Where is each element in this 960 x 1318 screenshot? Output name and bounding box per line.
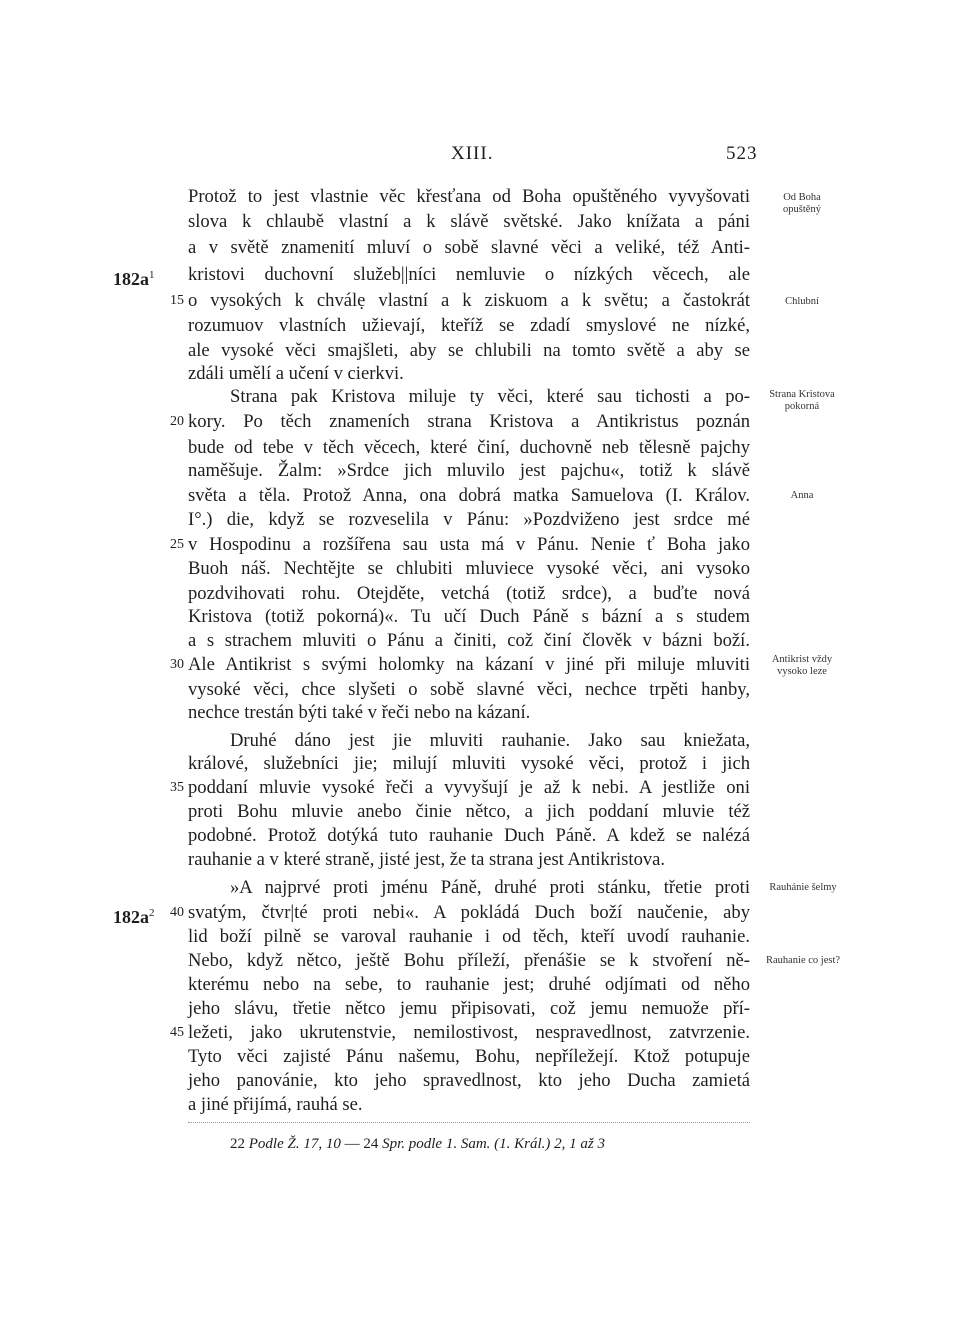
text-line: lid boží pilně se varoval rauhanie i od těch, kteří uvodí rauhanie. [188, 926, 750, 947]
text-line: Ale Antikrist s svými holomky na kázaní v jiné při miluje mluviti [188, 654, 750, 675]
line-number: 45 [170, 1025, 184, 1040]
text-line: proti Bohu mluvie anebo činie nětco, a jich poddaní mluvie též [188, 801, 750, 822]
page-number: 523 [726, 143, 758, 164]
text-line: vysoké věci, chce slyšeti o sobě slavné věci, nechce trpěti hanby, [188, 679, 750, 700]
chapter-heading: XIII. [451, 143, 494, 164]
text-line: a jiné přijímá, rauhá se. [188, 1094, 363, 1115]
text-line: jeho slávu, třetie nětco jemu připisovati, což jemu nemuože pří- [188, 998, 750, 1019]
line-number: 40 [170, 905, 184, 920]
text-line: Kristova (totiž pokorná)«. Tu učí Duch Páně s bázní a s studem [188, 606, 750, 627]
text-line: rozumuov vlastních užievají, kteříž se zdadí smyslové ne nízké, [188, 315, 750, 336]
text-line: nechce trestán býti také v řeči nebo na kázaní. [188, 702, 531, 723]
text-line: Protož to jest vlastnie věc křesťana od Boha opuštěného vyvyšovati [188, 186, 750, 207]
margin-note: Od Boha opuštěný [783, 192, 821, 215]
text-line: I°.) die, když se rozveselila v Pánu: »Pozdviženo jest srdce mé [188, 509, 750, 530]
line-number: 35 [170, 780, 184, 795]
margin-note: Rauhánie šelmy [769, 882, 837, 893]
text-line: a s strachem mluviti o Pánu a činiti, což činí člověk v bázni boží. [188, 630, 750, 651]
text-line: ležeti, jako ukrutenstvie, nemilostivost, nespravedlnost, zatvrzenie. [188, 1022, 750, 1043]
footnote-rule [188, 1122, 750, 1123]
text-line: Nebo, když nětco, ještě Bohu příleží, přenášie se k stvoření ně- [188, 950, 750, 971]
margin-note: Strana Kristova pokorná [769, 389, 835, 412]
text-line: kristovi duchovní služeb||níci nemluvie o nízkých věcech, ale [188, 264, 750, 285]
text-line: kterému nebo na sebe, to rauhanie jest; druhé odjímati od něho [188, 974, 750, 995]
text-line: Tyto věci zajisté Pánu našemu, Bohu, nepříležejí. Ktož potupuje [188, 1046, 750, 1067]
text-line: v Hospodinu a rozšířena sau usta má v Pánu. Nenie ť Boha jako [188, 534, 750, 555]
text-line: zdáli umělí a učení v cierkvi. [188, 363, 404, 384]
folio-mark: $182a^2$ [113, 907, 155, 927]
margin-note: Anna [790, 490, 814, 501]
margin-note: Antikrist vždy vysoko leze [771, 654, 833, 677]
text-line: poddaní mluvie vysoké řeči a vyvyšují je až k nebi. A jestliže oni [188, 777, 750, 798]
text-line: o vysokých k chválẹ vlastní a k ziskuom a k světu; a častokrát [188, 290, 750, 311]
folio-mark: $182a^1$ [113, 269, 155, 289]
text-line: jeho panovánie, kto jeho spravedlnost, kto jeho Ducha zamietá [188, 1070, 750, 1091]
text-line: »A najprvé proti jménu Páně, druhé proti stánku, třetie proti [230, 877, 750, 898]
text-line: Buoh náš. Nechtějte se chlubiti mluviece vysoké věci, ani vysoko [188, 558, 750, 579]
text-line: ale vysoké věci smajšleti, aby se chlubili na tomto světě a aby se [188, 340, 750, 361]
line-number: 25 [170, 537, 184, 552]
text-line: a v světě znamenití mluví o sobě slavné věci a veliké, též Anti- [188, 237, 750, 258]
text-line: rauhanie a v které straně, jisté jest, že ta strana jest Antikristova. [188, 849, 666, 870]
text-line: světa a těla. Protož Anna, ona dobrá matka Samuelova (I. Králov. [188, 485, 750, 506]
line-number: 20 [170, 414, 184, 429]
text-line: bude od tebe v těch věcech, které činí, duchovně neb tělesně pajchy [188, 437, 750, 458]
line-number: 15 [170, 293, 184, 308]
text-line: kory. Po těch znameních strana Kristova a Antikristus poznán [188, 411, 750, 432]
text-line: králové, služebníci jie; milují mluviti vysoké věci, protož i jich [188, 753, 750, 774]
text-line: Strana pak Kristova miluje ty věci, které sau tichosti a po- [230, 386, 750, 407]
footnote: 22 Podle Ž. 17, 10 — 24 Spr. podle 1. Sam. (1. Král.) 2, 1 až 3 [230, 1136, 606, 1152]
text-line: pozdvihovati rohu. Otejděte, vetchá (totiž srdce), a buďte nová [188, 583, 750, 604]
text-line: slova k chlaubě vlastní a k slávě světské. Jako knížata a páni [188, 211, 750, 232]
margin-note: Chlubní [785, 296, 819, 307]
text-line: Druhé dáno jest jie mluviti rauhanie. Jako sau kniežata, [230, 730, 750, 751]
text-line: podobné. Protož dotýká tuto rauhanie Duch Páně. A kdež se nalézá [188, 825, 750, 846]
text-line: svatým, čtvr|té proti nebi«. A pokládá Duch boží naučenie, aby [188, 902, 750, 923]
text-line: naměšuje. Žalm: »Srdce jich mluvilo jest pajchu«, totiž k slávě [188, 460, 750, 481]
margin-note: Rauhanie co jest? [765, 955, 841, 966]
line-number: 30 [170, 657, 184, 672]
